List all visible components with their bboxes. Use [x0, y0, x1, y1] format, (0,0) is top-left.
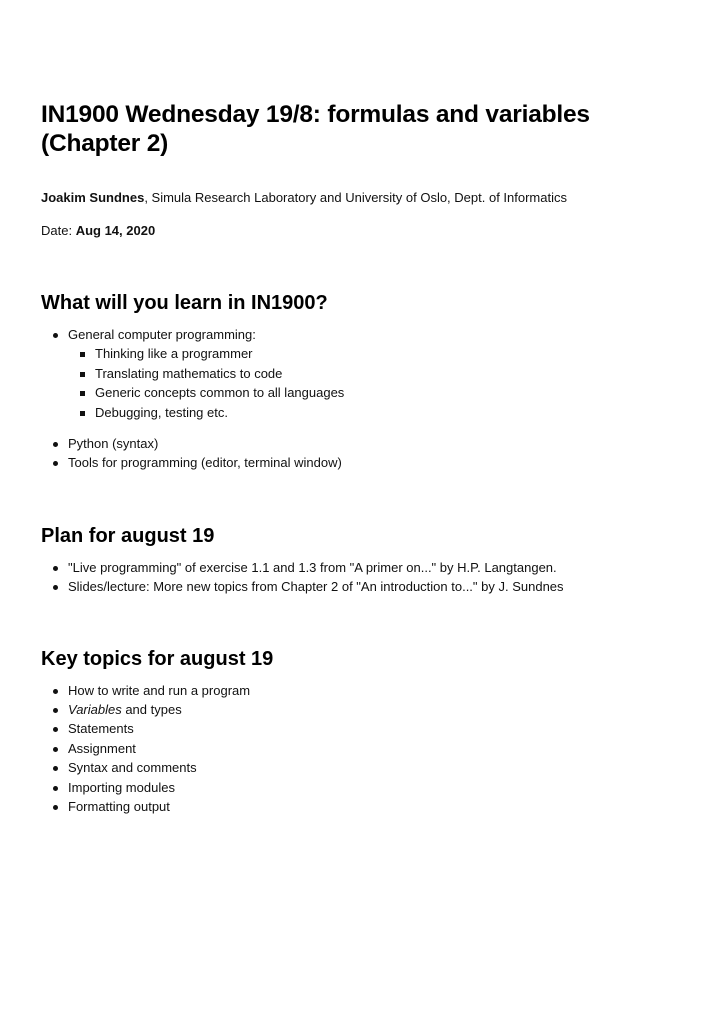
list-item: Importing modules — [53, 778, 680, 797]
list-item: Slides/lecture: More new topics from Chapter 2 of "An introduction to..." by J. Sundnes — [53, 577, 680, 596]
author-affiliation: , Simula Research Laboratory and University of Oslo, Dept. of Informatics — [144, 190, 567, 205]
list-item-tools: Tools for programming (editor, terminal window) — [53, 453, 680, 472]
learn-list — [53, 325, 680, 473]
list-item-text: General computer programming: — [68, 327, 256, 342]
sublist-item: Thinking like a programmer — [80, 344, 680, 363]
section-plan — [41, 524, 680, 597]
list-item: Syntax and comments — [53, 758, 680, 777]
list-item: "Live programming" of exercise 1.1 and 1.3 from "A primer on..." by H.P. Langtangen. — [53, 558, 680, 577]
list-item-general-programming — [53, 325, 680, 422]
date-value: Aug 14, 2020 — [75, 223, 156, 238]
section-key-topics — [41, 647, 680, 817]
plan-list — [53, 558, 680, 597]
section-heading-topics: Key topics for august 19 — [41, 647, 274, 670]
section-heading-plan: Plan for august 19 — [41, 524, 215, 547]
emphasis-variables: Variables — [68, 702, 122, 718]
author-line — [41, 190, 680, 206]
sublist-item: Debugging, testing etc. — [80, 403, 680, 422]
list-item: Formatting output — [53, 797, 680, 816]
topics-list — [53, 681, 680, 817]
author-name: Joakim Sundnes — [41, 190, 145, 205]
list-item-variables — [53, 700, 680, 719]
list-item-text: and types — [121, 702, 182, 718]
sublist-item: Generic concepts common to all languages — [80, 383, 680, 402]
list-item: Statements — [53, 719, 680, 738]
sublist-item: Translating mathematics to code — [80, 364, 680, 383]
date-line — [41, 223, 680, 239]
date-label: Date: — [41, 223, 76, 238]
list-item-python: Python (syntax) — [53, 434, 680, 453]
section-what-will-you-learn — [41, 291, 680, 473]
list-item: How to write and run a program — [53, 681, 680, 700]
learn-sublist — [80, 344, 680, 422]
section-heading-learn: What will you learn in IN1900? — [41, 292, 328, 314]
document-title: IN1900 Wednesday 19/8: formulas and variables (Chapter 2) — [41, 101, 590, 157]
list-item: Assignment — [53, 739, 680, 758]
